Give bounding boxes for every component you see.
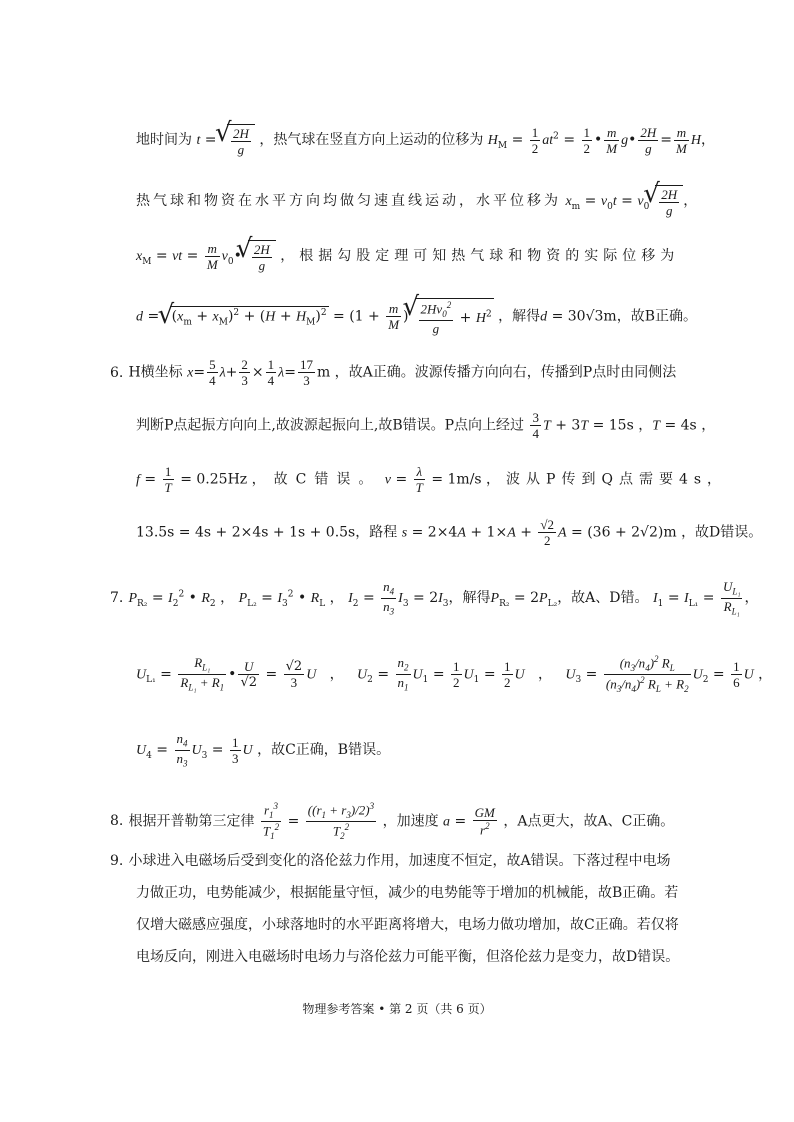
solution-line: f = $\frac{1}{T}$ = 0.25Hz ，故C错误。 v = $\frac{\lambda}{T}$ = 1m/s ，波从P传到Q点需要4s， (136, 464, 728, 495)
problem-number: 7. (110, 590, 124, 607)
text: ，解得 (448, 590, 491, 607)
text: ，加速度 (382, 813, 439, 830)
problem-number: 9. (110, 853, 124, 869)
text: 根据开普勒第三定律 (128, 813, 255, 830)
text: 电场反向，刚进入电磁场时电场力与洛伦兹力可能平衡，但洛伦兹力是变力，故D错误。 (136, 949, 680, 965)
solution-line: $U_4$ = $\frac{n_4}{n_3}$ $U_3$ = $\frac{1}{3}$ U ，故C正确，B错误。 (136, 731, 391, 769)
solution-line: 热气球和物资在水平方向均做匀速直线运动，水平位移为 $x_m = v_0t = v_0$ √ $\frac{2H}{g}$ ， (136, 185, 697, 217)
solution-line (136, 918, 679, 932)
page-footer: 物理参考答案 • 第 2 页（共 6 页） (302, 1002, 492, 1016)
text: ，故C正确，B错误。 (257, 742, 391, 759)
solution-line: 6. H横坐标 x= $\frac{5}{4}$ λ+ $\frac{2}{3}$ × $\frac{1}{4}$ λ= $\frac{17}{3}$ m ，故A正确。波源传播方向向右，传播到P点时由同侧法 (110, 357, 677, 388)
solution-line: 判断P点起振方向向上,故波源起振向上,故B错误。P点向上经过 $\frac{3}{4}$ T + 3T = 15s ，T = 4s ， (136, 410, 716, 441)
text: ，故C错误。 (251, 471, 381, 488)
solution-line: $U_{L_1}$ = $\frac{R_{L_1}}{R_{L_1} + R_1}$ • $\frac{U}{√2}$ = $\frac{√2}{3}$ U ， $U_2$ = $\frac{n_2}{n_1}$ $U_1$ = $\frac{1}{2}$ $U_1$ = $\frac{1}{2}$ U ， $U_3$ = $\frac{(n_3/n_4)^2 R_L}{(n_3/n_4)^2 R_L + R_2}$ $U_2$ = $\frac{1}{6}$ U ， (136, 654, 773, 694)
text: 小球进入电磁场后受到变化的洛伦兹力作用，加速度不恒定，故A错误。下落过程中电场 (128, 853, 671, 869)
solution-line (136, 886, 678, 900)
text: 热气球和物资在水平方向均做匀速直线运动，水平位移为 (136, 193, 561, 209)
text: 地时间为 (136, 132, 192, 148)
text: 仅增大磁感应强度，小球落地时的水平距离将增大，电场力做功增加，故C正确。若仅将 (136, 917, 679, 933)
text: ，根据勾股定理可知热气球和物资的实际位移为 (280, 248, 680, 264)
solution-line: d = √ $(x_m + x_M)^2 + (H + H_M)^2 = (1$ + $\frac{m}{M}$ ) √ $\frac{2Hv_0^2}{g}$ + $H^2$ ，解得d = 30√3m，故B正确。 (136, 298, 697, 335)
text: ，热气球在竖直方向上运动的位移为 (259, 132, 484, 148)
problem-number: 8. (110, 813, 124, 830)
text: ，故A、D错。 (557, 590, 649, 607)
solution-line: 地时间为 t = √ $\frac{2H}{g}$ ，热气球在竖直方向上运动的位移为 $H_M$ = $\frac{1}{2}$ $at^2$ = $\frac{1}{2}$ • $\frac{m}{M}$ g• $\frac{2H}{g}$ = $\frac{m}{M}$ H， (136, 124, 715, 156)
solution-line (136, 950, 679, 964)
solution-line: 7. $P_{R_2} = I_2^2$ • $R_2$ ， $P_{L_2} = I_3^2$ • $R_L$ ， $I_2$ = $\frac{n_4}{n_3}$ $I_3 = 2I_3$，解得$P_{R_2} = 2P_{L_2}$，故A、D错。 $I_1 = I_{L_1}$ = $\frac{U_{L_1}}{R_{L_1}}$ ， (110, 579, 759, 617)
solution-line: $x_M$ = vt = $\frac{m}{M}$ $v_0•$ √ $\frac{2H}{g}$ ，根据勾股定理可知热气球和物资的实际位移为 (136, 240, 679, 272)
text: H横坐标 (128, 364, 183, 381)
text: ，故D错误。 (681, 524, 763, 541)
text: 13.5s = 4s + 2×4s + 1s + 0.5s，路程 (136, 524, 398, 541)
text: 判断P点起振方向向上,故波源起振向上,故B错误。P点向上经过 (136, 417, 525, 434)
problem-number: 6. (110, 364, 124, 381)
text: ，故A正确。波源传播方向向右，传播到P点时由同侧法 (334, 364, 677, 381)
text: ，A点更大，故A、C正确。 (503, 813, 675, 830)
text: ，故B正确。 (616, 308, 697, 325)
text: ，解得 (498, 308, 541, 325)
solution-line: 13.5s = 4s + 2×4s + 1s + 0.5s，路程 s = 2×4A + 1×A + $\frac{√2}{2}$ A = (36 + 2√2)m ，故D错误。 (136, 517, 763, 548)
text: 力做正功，电势能减少，根据能量守恒，减少的电势能等于增加的机械能，故B正确。若 (136, 885, 679, 901)
text: ，波从P传到Q点需要4s， (486, 471, 728, 488)
solution-line (110, 854, 671, 868)
solution-line: 8. 根据开普勒第三定律 $\frac{r_1^3}{T_1^2}$ = $\frac{((r_1 + r_3)/2)^3}{T_2^2}$ ，加速度 a = $\frac{GM}{r^2}$ ，A点更大，故A、C正确。 (110, 801, 675, 841)
